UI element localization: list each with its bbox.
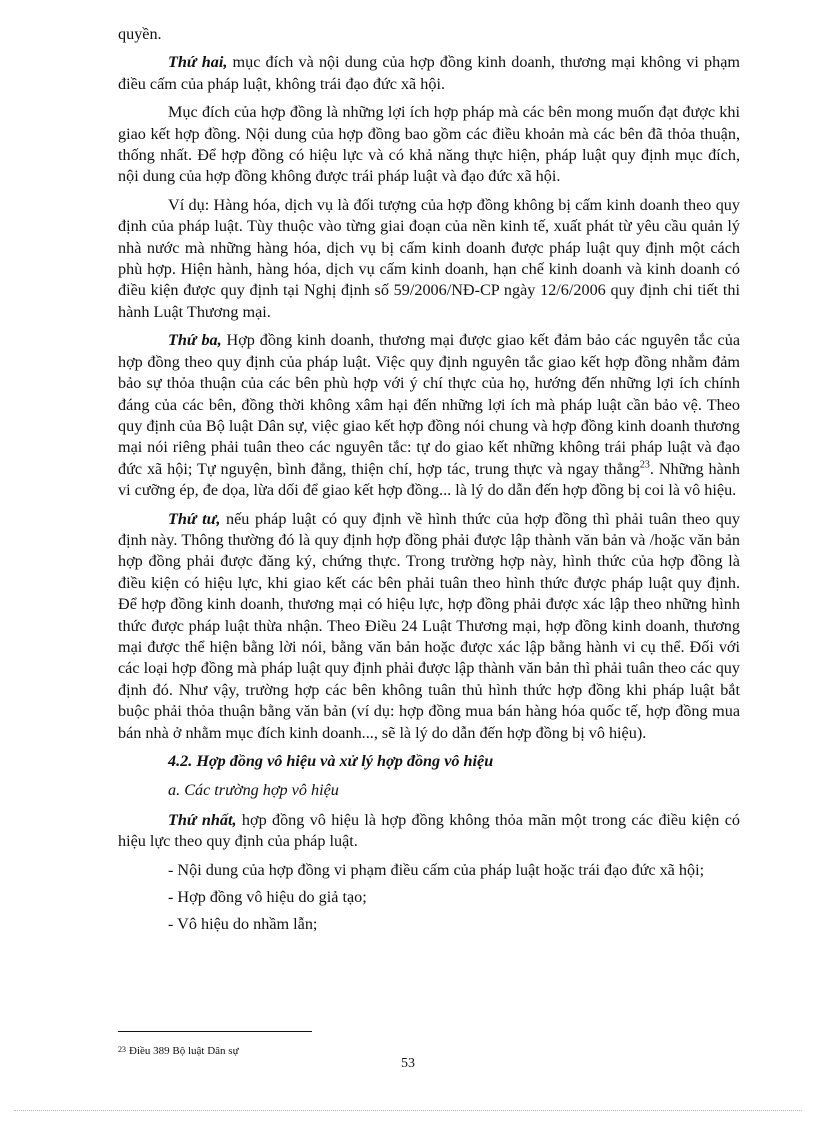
document-body bbox=[118, 24, 740, 942]
section-heading: 4.2. Hợp đồng vô hiệu và xử lý hợp đồng vô hiệu bbox=[168, 752, 494, 770]
paragraph bbox=[118, 810, 740, 853]
list-item: - Nội dung của hợp đồng vi phạm điều cấm của pháp luật hoặc trái đạo đức xã hội; bbox=[168, 860, 705, 879]
paragraph bbox=[118, 52, 740, 95]
paragraph-text: mục đích và nội dung của hợp đồng kinh doanh, thương mại không vi phạm điều cấm của pháp luật, không trái đạo đức xã hội. bbox=[118, 53, 740, 93]
paragraph-text-tail: . Những hành vi cưỡng ép, đe dọa, lừa dối để giao kết hợp đồng... là lý do dẫn đến hợp đồng bị coi là vô hiệu. bbox=[118, 459, 740, 500]
paragraph-text: Ví dụ: Hàng hóa, dịch vụ là đối tượng của hợp đồng không bị cấm kinh doanh theo quy định của pháp luật. Tùy thuộc vào từng giai đoạn của nền kinh tế, xuất phát từ yêu cầu quản lý nhà nước mà những hàng hóa, dịch vụ bị cấm kinh doanh được pháp luật quy định một cách phù hợp. Hiện hành, hàng hóa, dịch vụ cấm kinh doanh, hạn chế kinh doanh và kinh doanh có điều kiện được quy định tại Nghị định số 59/2006/NĐ-CP ngày 12/6/2006 quy định chi tiết thi hành Luật Thương mại. bbox=[118, 195, 740, 321]
paragraph-lead: Thứ tư, bbox=[168, 509, 221, 528]
paragraph bbox=[118, 24, 740, 45]
footnote-text: Điều 389 Bộ luật Dân sự bbox=[129, 1045, 239, 1057]
list-item: - Hợp đồng vô hiệu do giả tạo; bbox=[168, 888, 367, 907]
paragraph bbox=[118, 330, 740, 501]
paragraph-text: hợp đồng vô hiệu là hợp đồng không thỏa mãn một trong các điều kiện có hiệu lực theo quy định của pháp luật. bbox=[118, 810, 741, 851]
paragraph-text: nếu pháp luật có quy định về hình thức của hợp đồng thì phải tuân theo quy định này. Thông thường đó là quy định hợp đồng phải được lập thành văn bản và /hoặc văn bản hợp đồng phải được đăng ký, chứng thực. Trong trường hợp này, hình thức của hợp đồng là điều kiện có hiệu lực, khi giao kết các bên phải tuân theo hình thức được pháp luật quy định. Để hợp đồng kinh doanh, thương mại có hiệu lực, hợp đồng phải được xác lập theo những hình thức được pháp luật thừa nhận. Theo Điều 24 Luật Thương mại, hợp đồng kinh doanh, thương mại được thể hiện bằng lời nói, bằng văn bản hoặc được xác lập bằng hành vi cụ thể. Đối với các loại hợp đồng mà pháp luật quy định phải được lập thành văn bản thì phải tuân theo các quy định đó. Như vậy, trường hợp các bên không tuân thủ hình thức hợp đồng khi pháp luật bắt buộc phải thỏa thuận bằng văn bản (ví dụ: hợp đồng mua bán hàng hóa quốc tế, hợp đồng mua bán nhà ở nhằm mục đích kinh doanh..., sẽ là lý do dẫn đến hợp đồng bị vô hiệu). bbox=[118, 509, 740, 742]
paragraph bbox=[118, 195, 740, 323]
footnote-number: 23 bbox=[118, 1045, 126, 1054]
list-item: - Vô hiệu do nhầm lẫn; bbox=[168, 915, 318, 934]
paragraph-text: quyền. bbox=[118, 25, 162, 43]
paragraph bbox=[118, 102, 740, 188]
footnote-divider bbox=[118, 1031, 312, 1032]
page-border bbox=[14, 1110, 802, 1111]
page-number: 53 bbox=[401, 1056, 415, 1071]
footnote-ref: 23 bbox=[639, 459, 650, 471]
paragraph-lead: Thứ nhất, bbox=[168, 810, 237, 829]
paragraph-lead: Thứ ba, bbox=[168, 331, 222, 350]
paragraph-text: Mục đích của hợp đồng là những lợi ích hợp pháp mà các bên mong muốn đạt được khi giao kết hợp đồng. Nội dung của hợp đồng bao gồm các điều khoản mà các bên đã thỏa thuận, thống nhất. Để hợp đồng có hiệu lực và có khả năng thực hiện, pháp luật quy định mục đích, nội dung của hợp đồng không được trái pháp luật và đạo đức xã hội. bbox=[118, 103, 740, 186]
paragraph bbox=[118, 509, 740, 744]
paragraph-text: Hợp đồng kinh doanh, thương mại được giao kết đảm bảo các nguyên tắc của hợp đồng theo quy định của pháp luật. Việc quy định nguyên tắc giao kết hợp đồng nhằm đảm bảo sự thỏa thuận của các bên phù hợp với ý chí thực của họ, hướng đến những lợi ích chính đáng của các bên, đồng thời không xâm hại đến những lợi ích mà pháp luật cần bảo vệ. Theo quy định của Bộ luật Dân sự, việc giao kết hợp đồng nói chung và hợp đồng kinh doanh thương mại nói riêng phải tuân theo các nguyên tắc: tự do giao kết những không trái pháp luật và đạo đức xã hội; Tự nguyện, bình đẳng, thiện chí, hợp tác, trung thực và ngay thẳng bbox=[118, 331, 741, 478]
paragraph-lead: Thứ hai, bbox=[168, 53, 228, 72]
subsection-heading: a. Các trường hợp vô hiệu bbox=[168, 781, 339, 800]
